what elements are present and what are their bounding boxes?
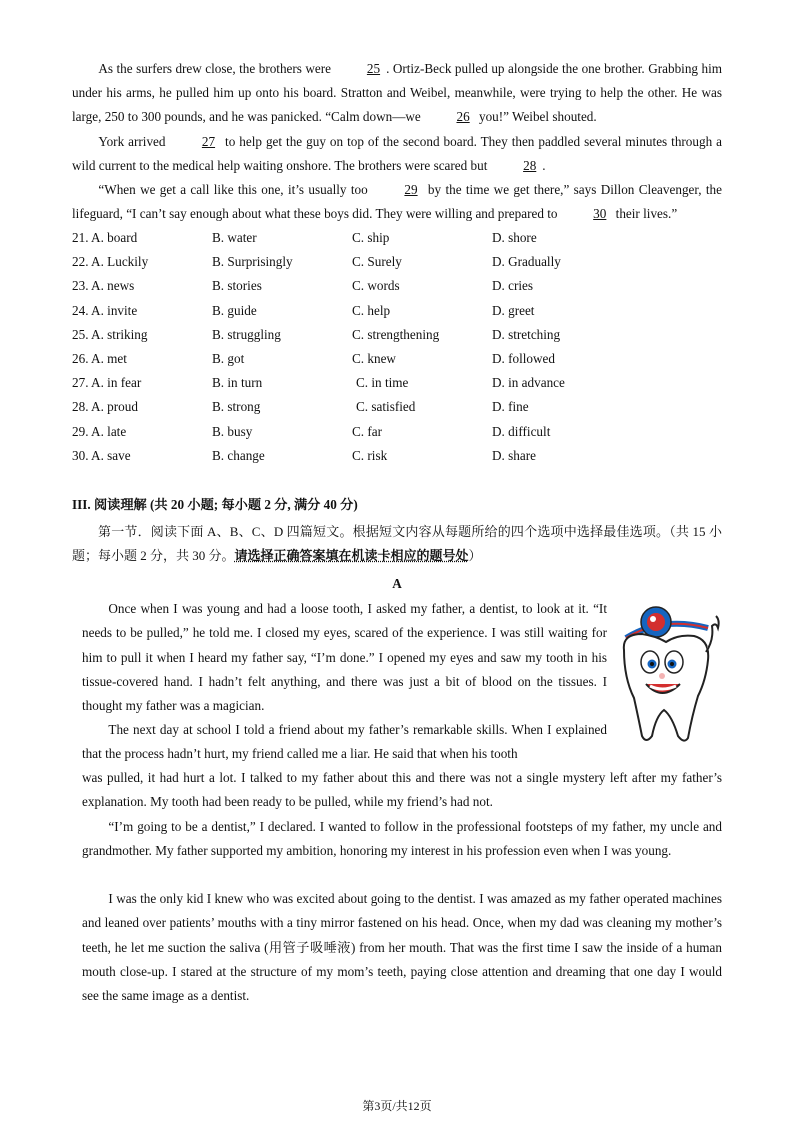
option-a: 26. A. met xyxy=(72,350,127,366)
option-a: 23. A. news xyxy=(72,278,135,294)
option-b: B. got xyxy=(212,350,245,366)
option-c: C. knew xyxy=(352,350,396,366)
page-number: 第3页/共12页 xyxy=(362,1099,432,1113)
passage-paragraph-1: Once when I was young and had a loose tooth, I asked my father, a dentist, to look at it. “It needs to be pulled,” he told me. I closed my eyes, scared of the experience. I was still waiting for him to pull it when I heard my father say, “I’m done.” I opened my eyes and saw my tooth in his tissue-covered hand. I hadn’t felt anything, and there was just a bit of blood on the tissues. I thought my father was a magician. xyxy=(82,601,607,714)
option-c: C. risk xyxy=(352,447,388,463)
passage-paragraph-2a: The next day at school I told a friend about my father’s remarkable skills. When I explained that the process hadn’t hurt, my friend called me a liar. He said that when his tooth xyxy=(82,722,607,762)
option-c: C. strengthening xyxy=(352,326,440,342)
cloze-paragraph-1 xyxy=(72,57,722,130)
option-row-21 xyxy=(72,226,722,250)
passage-letter: A xyxy=(392,576,402,591)
blank-28: 28 xyxy=(523,158,537,174)
option-c: C. Surely xyxy=(352,254,402,270)
option-a: 27. A. in fear xyxy=(72,375,142,391)
option-d: D. share xyxy=(492,447,536,463)
text: “When we get a call like this one, it’s usually too xyxy=(98,182,373,197)
blank-26: 26 xyxy=(456,109,470,125)
option-row-23 xyxy=(72,274,722,298)
option-c: C. ship xyxy=(352,230,390,245)
blank-30: 30 xyxy=(593,206,607,222)
option-c: C. satisfied xyxy=(356,399,416,415)
option-row-25 xyxy=(72,323,722,347)
option-c: C. words xyxy=(352,278,400,294)
text: ） xyxy=(468,548,482,563)
answer-options xyxy=(72,226,722,468)
option-a: 22. A. Luckily xyxy=(72,254,149,270)
text: . xyxy=(542,158,546,174)
option-a: 28. A. proud xyxy=(72,399,138,415)
section-instructions xyxy=(72,520,722,568)
option-d: D. difficult xyxy=(492,423,551,439)
option-a: 21. A. board xyxy=(72,230,138,245)
emphasis-text: 请选择正确答案填在机读卡相应的题号处 xyxy=(234,548,469,563)
cloze-paragraph-3 xyxy=(72,178,722,226)
text: you!” Weibel shouted. xyxy=(475,109,597,125)
option-row-30 xyxy=(72,444,722,468)
option-row-28 xyxy=(72,395,722,419)
option-c: C. help xyxy=(352,302,391,318)
text: by the time we get there,” says Dillon Cleavenger, the lifeguard, “I can’t say enough about what these boys did. They were willing and prepared to xyxy=(72,182,722,222)
cartoon-tooth-dentist-icon xyxy=(612,598,722,748)
option-b: B. struggling xyxy=(212,326,281,342)
option-d: D. in advance xyxy=(492,375,565,391)
option-a: 29. A. late xyxy=(72,423,127,439)
option-b: B. change xyxy=(212,447,265,463)
text: to help get the guy on top of the second board. They then paddled several minutes through a wild current to the medical help waiting onshore. The brothers were scared but xyxy=(72,134,723,174)
section-title: III. 阅读理解 (共 20 小题; 每小题 2 分, 满分 40 分) xyxy=(72,497,358,512)
option-b: B. busy xyxy=(212,423,253,439)
option-d: D. greet xyxy=(492,302,535,318)
option-c: C. far xyxy=(352,423,383,439)
option-d: D. stretching xyxy=(492,326,561,342)
option-row-27 xyxy=(72,371,722,395)
option-d: D. Gradually xyxy=(492,254,561,270)
option-b: B. in turn xyxy=(212,375,263,391)
option-c: C. in time xyxy=(356,375,409,391)
blank-25: 25 xyxy=(366,61,381,76)
option-b: B. guide xyxy=(212,302,257,318)
text: 第一节．阅读下面 A、B、C、D 四篇短文。根据短文内容从每题所给的四个选项中选择最佳选项。（共 15 小题；每小题 2 分，共 30 分。 xyxy=(72,524,722,563)
option-b: B. Surprisingly xyxy=(212,254,293,270)
passage-paragraph-2b: was pulled, it had hurt a lot. I talked to my father about this and there was not a single mystery left after my father’s explanation. My tooth had been ready to be pulled, while my friend’s had not. xyxy=(82,770,722,810)
option-a: 25. A. striking xyxy=(72,326,148,342)
option-row-29 xyxy=(72,420,722,444)
option-row-26 xyxy=(72,347,722,371)
cloze-paragraph-2 xyxy=(72,130,722,178)
text: York arrived xyxy=(98,134,170,149)
option-d: D. fine xyxy=(492,399,529,415)
option-d: D. cries xyxy=(492,278,534,294)
option-d: D. shore xyxy=(492,230,537,245)
text: their lives.” xyxy=(612,206,678,222)
option-b: B. strong xyxy=(212,399,261,415)
option-a: 30. A. save xyxy=(72,447,131,463)
option-d: D. followed xyxy=(492,350,555,366)
option-row-22 xyxy=(72,250,722,274)
option-a: 24. A. invite xyxy=(72,302,138,318)
option-b: B. stories xyxy=(212,278,262,294)
passage-paragraph-4: I was the only kid I knew who was excited about going to the dentist. I was amazed as my father operated machines and leaned over patients’ mouths with a tiny mirror fastened on his head. Once, when my dad was cleaning my mother’s teeth, he let me suction the saliva (用管子吸唾液) from her mouth. That was the first time I saw the inside of a human mouth close-up. I stared at the structure of my mom’s teeth, paying close attention and dreaming that one day I would see the same image as a dentist. xyxy=(82,891,722,1004)
text: As the surfers drew close, the brothers were xyxy=(98,61,335,76)
blank-27: 27 xyxy=(201,134,216,149)
option-row-24 xyxy=(72,299,722,323)
option-b: B. water xyxy=(212,230,257,245)
text: . Ortiz-Beck pulled up alongside the one brother. Grabbing him under his arms, he pulled him up onto his board. Stratton and Weibel, meanwhile, were trying to help the other. He was large, 250 to 300 pounds, and he was panicked. “Calm down—we xyxy=(72,61,722,125)
blank-29: 29 xyxy=(404,182,418,197)
passage-paragraph-3: “I’m going to be a dentist,” I declared. I wanted to follow in the professional footsteps of my father, my uncle and grandmother. My father supported my ambition, honoring my interest in his profession even when I was young. xyxy=(82,819,722,859)
